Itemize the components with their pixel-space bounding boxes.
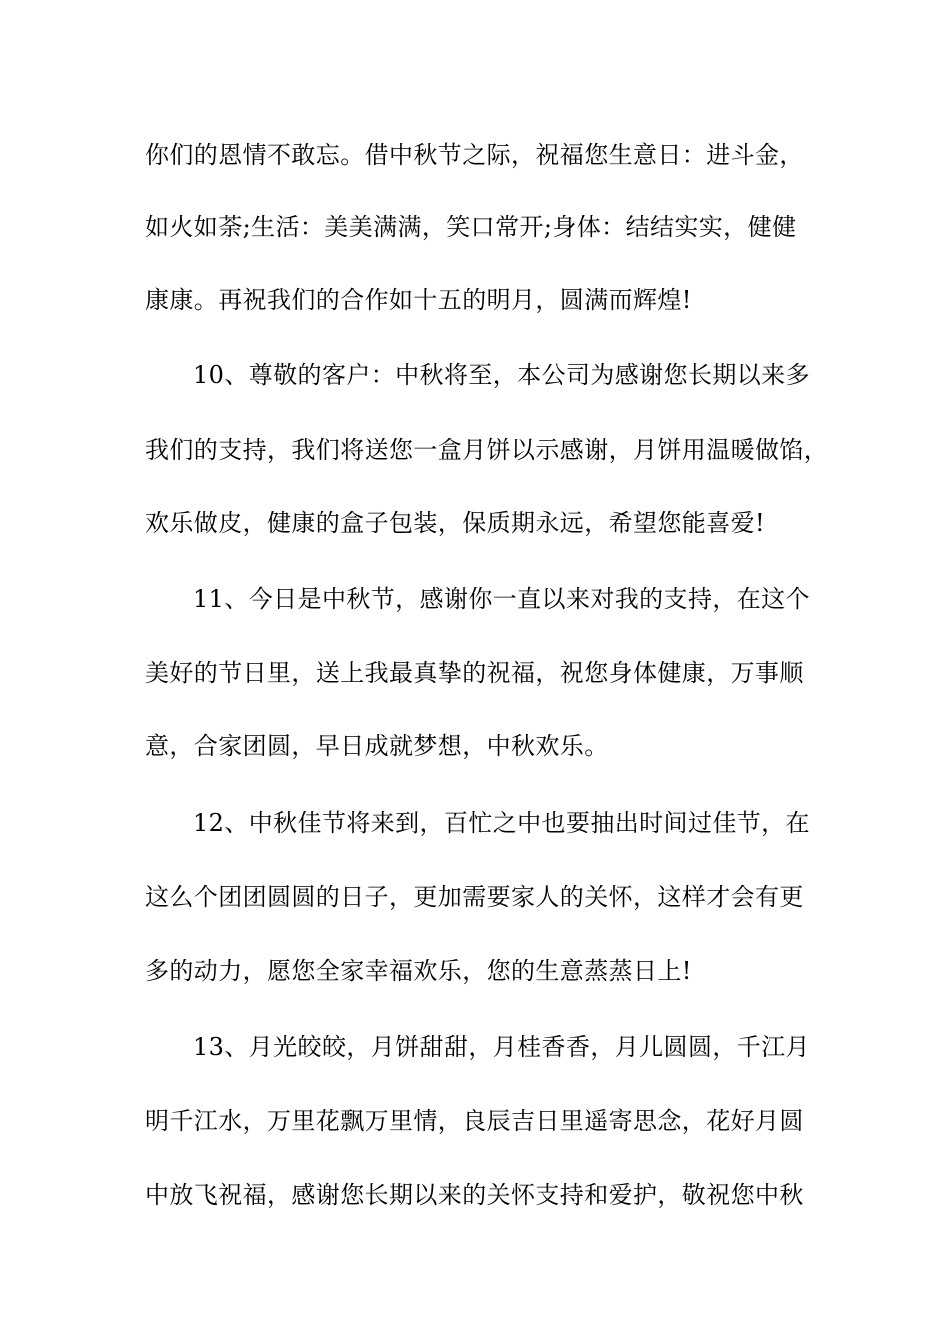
- text-line: 意，合家团圆，早日成就梦想，中秋欢乐。: [145, 732, 609, 760]
- text-line: 康康。再祝我们的合作如十五的明月，圆满而辉煌!: [145, 286, 692, 314]
- text-line: 这么个团团圆圆的日子，更加需要家人的关怀，这样才会有更: [145, 883, 804, 911]
- text-line: 你们的恩情不敢忘。借中秋节之际，祝福您生意日：进斗金，: [145, 141, 804, 169]
- text-line: 中放飞祝福，感谢您长期以来的关怀支持和爱护，敬祝您中秋: [145, 1181, 804, 1209]
- text-line: 美好的节日里，送上我最真挚的祝福，祝您身体健康，万事顺: [145, 659, 804, 687]
- paragraph-start-12: 12、中秋佳节将来到，百忙之中也要抽出时间过佳节，在: [193, 809, 810, 837]
- text-line: 如火如荼;生活：美美满满，笑口常开;身体：结结实实，健健: [145, 213, 797, 241]
- paragraph-start-11: 11、今日是中秋节，感谢你一直以来对我的支持，在这个: [193, 585, 810, 613]
- paragraph-start-10: 10、尊敬的客户：中秋将至，本公司为感谢您长期以来多: [193, 361, 810, 389]
- paragraph-start-13: 13、月光皎皎，月饼甜甜，月桂香香，月儿圆圆，千江月: [193, 1033, 810, 1061]
- text-line: 我们的支持，我们将送您一盒月饼以示感谢，月饼用温暖做馅，: [145, 436, 829, 464]
- text-line: 明千江水，万里花飘万里情，良辰吉日里遥寄思念，花好月圆: [145, 1107, 804, 1135]
- text-line: 多的动力，愿您全家幸福欢乐，您的生意蒸蒸日上!: [145, 957, 692, 985]
- text-line: 欢乐做皮，健康的盒子包装，保质期永远，希望您能喜爱!: [145, 509, 766, 537]
